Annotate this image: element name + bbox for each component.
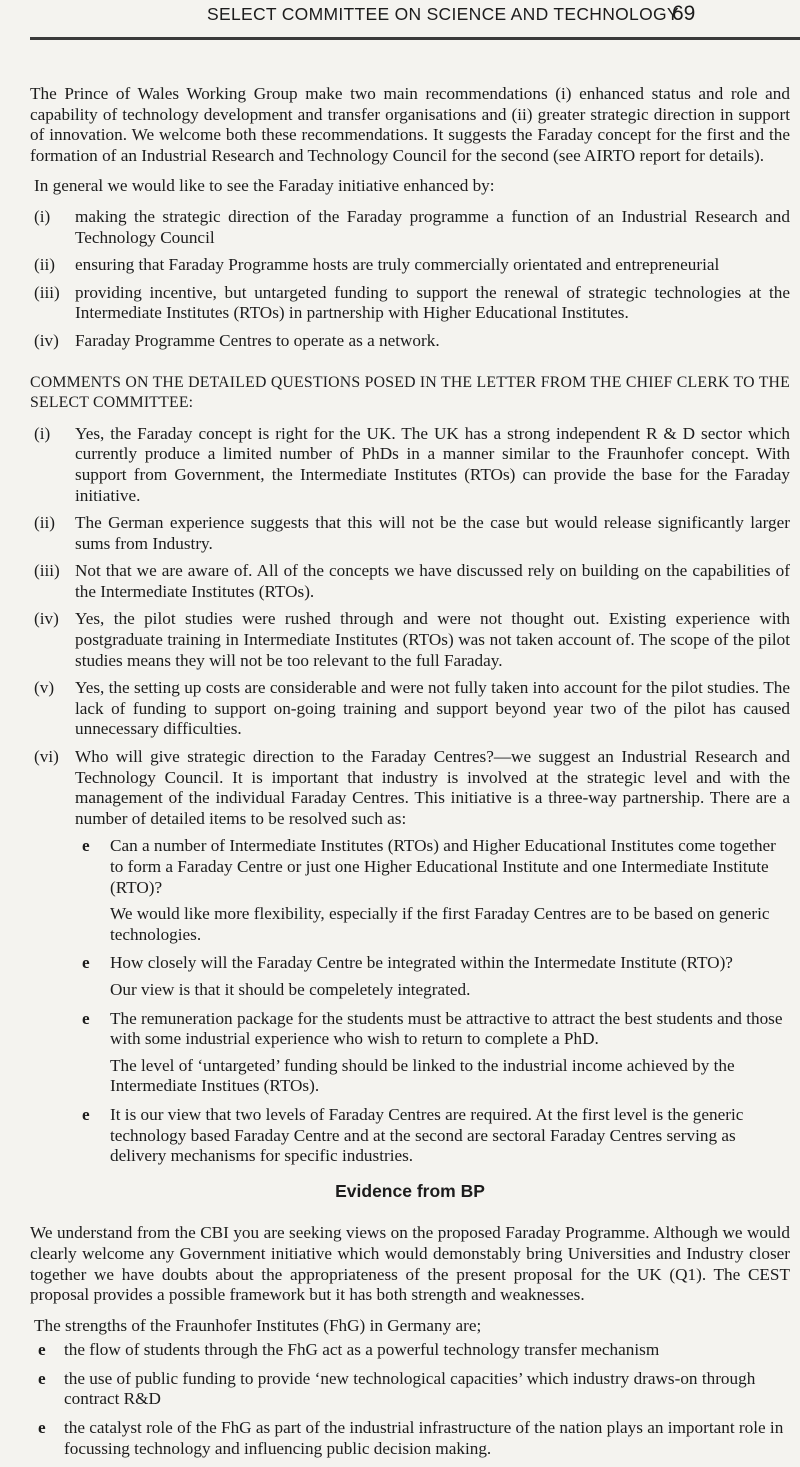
section-heading: Evidence from BP <box>335 1180 485 1201</box>
bullet-text: the use of public funding to provide ‘new technological capacities’ which industry draws-on through contract R&D <box>64 1368 756 1409</box>
list-number: (iii) <box>34 561 60 581</box>
recommendation-list <box>30 207 790 352</box>
bullet-item <box>78 836 790 945</box>
answers-list <box>30 424 790 830</box>
page-body <box>30 84 790 1467</box>
list-number: (i) <box>34 423 51 443</box>
bullet-item <box>34 1340 790 1361</box>
bullet-marker: e <box>38 1418 46 1438</box>
list-text: Yes, the setting up costs are considerable and were not fully taken into account for the pilot studies. The lack of funding to support on-going training and support beyond year two of the pilot has caused unnecessary difficulties. <box>75 678 790 739</box>
paragraph: In general we would like to see the Faraday initiative enhanced by: <box>34 176 495 196</box>
bullet-item <box>78 1009 790 1097</box>
list-item <box>30 609 790 671</box>
list-number: (ii) <box>34 513 55 533</box>
paragraph: We understand from the CBI you are seeking views on the proposed Faraday Programme. Although we would clearly welcome any Government initiative which would demonstably bring Universities and Industry closer together we have doubts about the appropriateness of the present proposal for the UK (Q1). The CEST proposal provides a possible framework but it has both strength and weaknesses. <box>30 1223 790 1305</box>
paragraph: The strengths of the Fraunhofer Institutes (FhG) in Germany are; <box>34 1315 482 1335</box>
list-number: (iii) <box>34 282 60 302</box>
list-text: The German experience suggests that this will not be the case but would release significantly larger sums from Industry. <box>75 513 790 553</box>
bullet-text: the flow of students through the FhG act as a powerful technology transfer mechanism <box>64 1340 660 1360</box>
bullet-text: The remuneration package for the students must be attractive to attract the best students and those with some industrial experience who wish to return to complete a PhD. <box>110 1008 783 1049</box>
list-number: (iv) <box>34 609 59 629</box>
bullet-marker: e <box>82 1104 90 1124</box>
bullet-marker: e <box>38 1368 46 1388</box>
detail-bullets <box>78 836 790 1166</box>
bullet-text: the catalyst role of the FhG as part of the industrial infrastructure of the nation plays an important role in focussing technology and influencing public decision making. <box>64 1418 784 1458</box>
list-item <box>30 331 790 352</box>
list-number: (v) <box>34 678 55 698</box>
bullet-item <box>34 1369 790 1410</box>
bullet-marker: e <box>82 836 90 856</box>
list-number: (iv) <box>34 330 59 350</box>
list-text: providing incentive, but untargeted funding to support the renewal of strategic technologies at the Intermediate Institutes (RTOs) in partnership with Higher Educational Institutes. <box>75 282 790 323</box>
list-text: ensuring that Faraday Programme hosts are truly commercially orientated and entrepreneurial <box>75 255 720 275</box>
paragraph: The Prince of Wales Working Group make two main recommendations (i) enhanced status and role and capability of technology development and transfer organisations and (ii) greater strategic direction in support of innovation. We welcome both these recommendations. It suggests the Faraday concept for the first and the formation of an Industrial Research and Technology Council for the second (see AIRTO report for details). <box>30 84 790 165</box>
bullet-marker: e <box>82 1008 90 1028</box>
bullet-item <box>78 1105 790 1167</box>
comments-heading: COMMENTS ON THE DETAILED QUESTIONS POSED IN THE LETTER FROM THE CHIEF CLERK TO THE SELECT COMMITTEE: <box>30 373 790 412</box>
bullet-marker: e <box>38 1340 46 1360</box>
bullet-item <box>78 953 790 1000</box>
running-title: SELECT COMMITTEE ON SCIENCE AND TECHNOLOGY <box>207 4 679 24</box>
list-item <box>30 255 790 276</box>
page-number: 69 <box>672 2 696 25</box>
bullet-text: Can a number of Intermediate Institutes (RTOs) and Higher Educational Institutes come together to form a Faraday Centre or just one Higher Educational Institute and one Intermediate Institute (RTO)? <box>110 836 776 897</box>
list-item <box>30 747 790 829</box>
list-number: (ii) <box>34 255 55 275</box>
list-number: (vi) <box>34 747 59 767</box>
bullet-text: It is our view that two levels of Faraday Centres are required. At the first level is the generic technology based Faraday Centre and at the second are sectoral Faraday Centres serving as delivery mechanisms for specific industries. <box>110 1104 744 1166</box>
list-item <box>30 678 790 740</box>
bullet-subtext: We would like more flexibility, especially if the first Faraday Centres are to be based on generic technologies. <box>110 904 770 944</box>
list-text: Yes, the Faraday concept is right for the UK. The UK has a strong independent R & D sector which currently produce a limited number of PhDs in a manner similar to the Fraunhofer concept. With support from Government, the Intermediate Institutes (RTOs) can provide the base for the Faraday initiative. <box>75 423 790 505</box>
list-item <box>30 513 790 554</box>
list-text: Who will give strategic direction to the Faraday Centres?—we suggest an Industrial Research and Technology Council. It is important that industry is involved at the strategic level and with the management of the individual Faraday Centres. This initiative is a three-way partnership. There are a number of detailed items to be resolved such as: <box>75 747 790 828</box>
list-text: Not that we are aware of. All of the concepts we have discussed rely on building on the capabilities of the Intermediate Institutes (RTOs). <box>75 561 790 601</box>
list-item <box>30 283 790 324</box>
page-header <box>0 0 800 84</box>
bullet-subtext: The level of ‘untargeted’ funding should be linked to the industrial income achieved by the Intermediate Institues (RTOs). <box>110 1055 735 1096</box>
list-text: Yes, the pilot studies were rushed through and were not thought out. Existing experience with postgraduate training in Intermediate Institutes (RTOs) was not taken account of. The scope of the pilot studies means they will not be too relevant to the full Faraday. <box>75 609 790 670</box>
list-text: Faraday Programme Centres to operate as a network. <box>75 330 440 350</box>
bullet-subtext: Our view is that it should be compeletely integrated. <box>110 979 471 999</box>
header-rule <box>30 37 800 40</box>
list-item <box>30 207 790 248</box>
bullet-marker: e <box>82 953 90 973</box>
list-number: (i) <box>34 206 51 226</box>
bullet-item <box>34 1418 790 1459</box>
bullet-text: How closely will the Faraday Centre be integrated within the Intermedate Institute (RTO)? <box>110 953 733 973</box>
list-item <box>30 561 790 602</box>
strengths-list <box>34 1340 790 1459</box>
list-item <box>30 424 790 506</box>
list-text: making the strategic direction of the Faraday programme a function of an Industrial Research and Technology Council <box>75 206 790 247</box>
